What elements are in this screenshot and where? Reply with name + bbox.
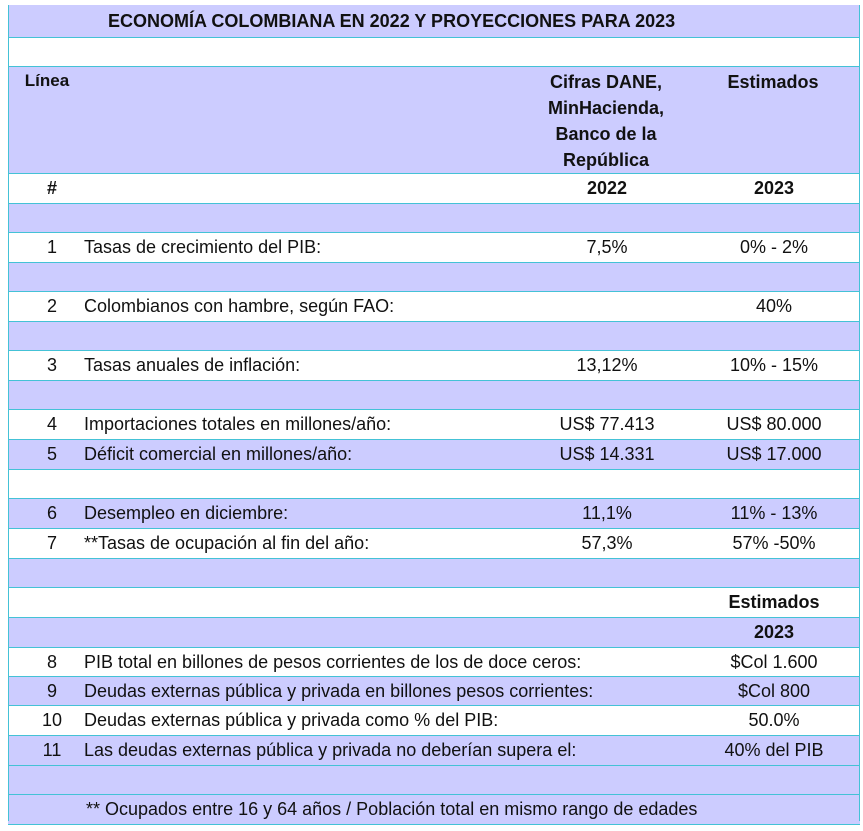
row-label: **Tasas de ocupación al fin del año: — [84, 533, 370, 553]
row-value-2023: 40% — [755, 296, 793, 316]
row-number: 11 — [42, 740, 62, 760]
spacer-row — [8, 322, 860, 351]
row-value-2022: 57,3% — [581, 533, 633, 553]
header-year-2023: 2023 — [753, 178, 795, 198]
row-value-2023: $Col 1.600 — [730, 651, 818, 672]
table-row — [8, 351, 860, 381]
row-number: 1 — [46, 237, 57, 257]
row-value-2023: US$ 80.000 — [726, 414, 822, 434]
spacer-row — [8, 381, 860, 410]
row-value-2023: $Col 800 — [737, 680, 811, 701]
row-value-2023: 11% - 13% — [730, 503, 818, 523]
row-label: Tasas anuales de inflación: — [84, 355, 301, 375]
row-value-2023: 0% - 2% — [739, 237, 809, 257]
row-value-2022: 13,12% — [576, 355, 638, 375]
table-row — [8, 410, 860, 440]
economy-table — [8, 5, 860, 825]
row-number: 3 — [46, 355, 57, 375]
row-label: Déficit comercial en millones/año: — [84, 444, 353, 464]
table-row — [8, 292, 860, 322]
row-number: 8 — [46, 651, 57, 672]
header-row — [8, 67, 860, 174]
row-value-2023: 57% -50% — [732, 533, 816, 553]
row-number: 9 — [46, 680, 57, 701]
row-label: Importaciones totales en millones/año: — [84, 414, 392, 434]
second-header-row — [8, 588, 860, 618]
header-linea: Línea — [24, 71, 70, 90]
row-number: 5 — [46, 444, 57, 464]
row-value-2022: US$ 77.413 — [559, 414, 655, 434]
row-label: Desempleo en diciembre: — [84, 503, 289, 523]
row-value-2023: 10% - 15% — [729, 355, 819, 375]
footnote: ** Ocupados entre 16 y 64 años / Población total en mismo rango de edades — [86, 799, 698, 819]
row-value-2022: US$ 14.331 — [559, 444, 655, 464]
row-label: Deudas externas pública y privada en billones pesos corrientes: — [84, 680, 594, 701]
row-value-2022: 11,1% — [582, 503, 632, 523]
row-number: 2 — [46, 296, 57, 316]
row-number: 4 — [46, 414, 57, 434]
table-title: ECONOMÍA COLOMBIANA EN 2022 Y PROYECCIONES PARA 2023 — [108, 10, 676, 31]
row-value-2023: US$ 17.000 — [726, 444, 822, 464]
title-row — [8, 5, 860, 38]
header-estimados: Estimados — [727, 72, 819, 92]
header-hash: # — [46, 178, 57, 198]
year-header-row — [8, 174, 860, 204]
row-number: 6 — [46, 503, 57, 523]
table-row — [8, 499, 860, 529]
spacer-row — [8, 263, 860, 292]
table-row — [8, 648, 860, 677]
spacer-row — [8, 766, 860, 795]
header-year-2022: 2022 — [586, 178, 628, 198]
table-row — [8, 677, 860, 706]
spacer-row — [8, 204, 860, 233]
table-row — [8, 440, 860, 470]
table-row — [8, 736, 860, 766]
row-label: Tasas de crecimiento del PIB: — [84, 237, 322, 257]
footnote-row — [8, 795, 860, 825]
table-row — [8, 529, 860, 559]
row-label: Deudas externas pública y privada como % del PIB: — [84, 710, 499, 730]
row-number: 10 — [41, 710, 63, 730]
table-row — [8, 706, 860, 736]
row-number: 7 — [46, 533, 57, 553]
row-value-2023: 50.0% — [748, 710, 800, 730]
row-value-2022: 7,5% — [586, 237, 628, 257]
header-cifras: Cifras DANE, MinHacienda, Banco de la República — [547, 72, 665, 170]
spacer-row — [8, 38, 860, 67]
second-header-year-row — [8, 618, 860, 648]
spacer-row — [8, 559, 860, 588]
spacer-row — [8, 470, 860, 499]
row-label: PIB total en billones de pesos corrientes de los de doce ceros: — [84, 651, 582, 672]
row-label: Las deudas externas pública y privada no deberían supera el: — [84, 740, 577, 760]
row-value-2023: 40% del PIB — [724, 740, 824, 760]
second-header-year: 2023 — [753, 622, 795, 642]
table-row — [8, 233, 860, 263]
second-header-estimados: Estimados — [728, 592, 820, 612]
row-label: Colombianos con hambre, según FAO: — [84, 296, 395, 316]
